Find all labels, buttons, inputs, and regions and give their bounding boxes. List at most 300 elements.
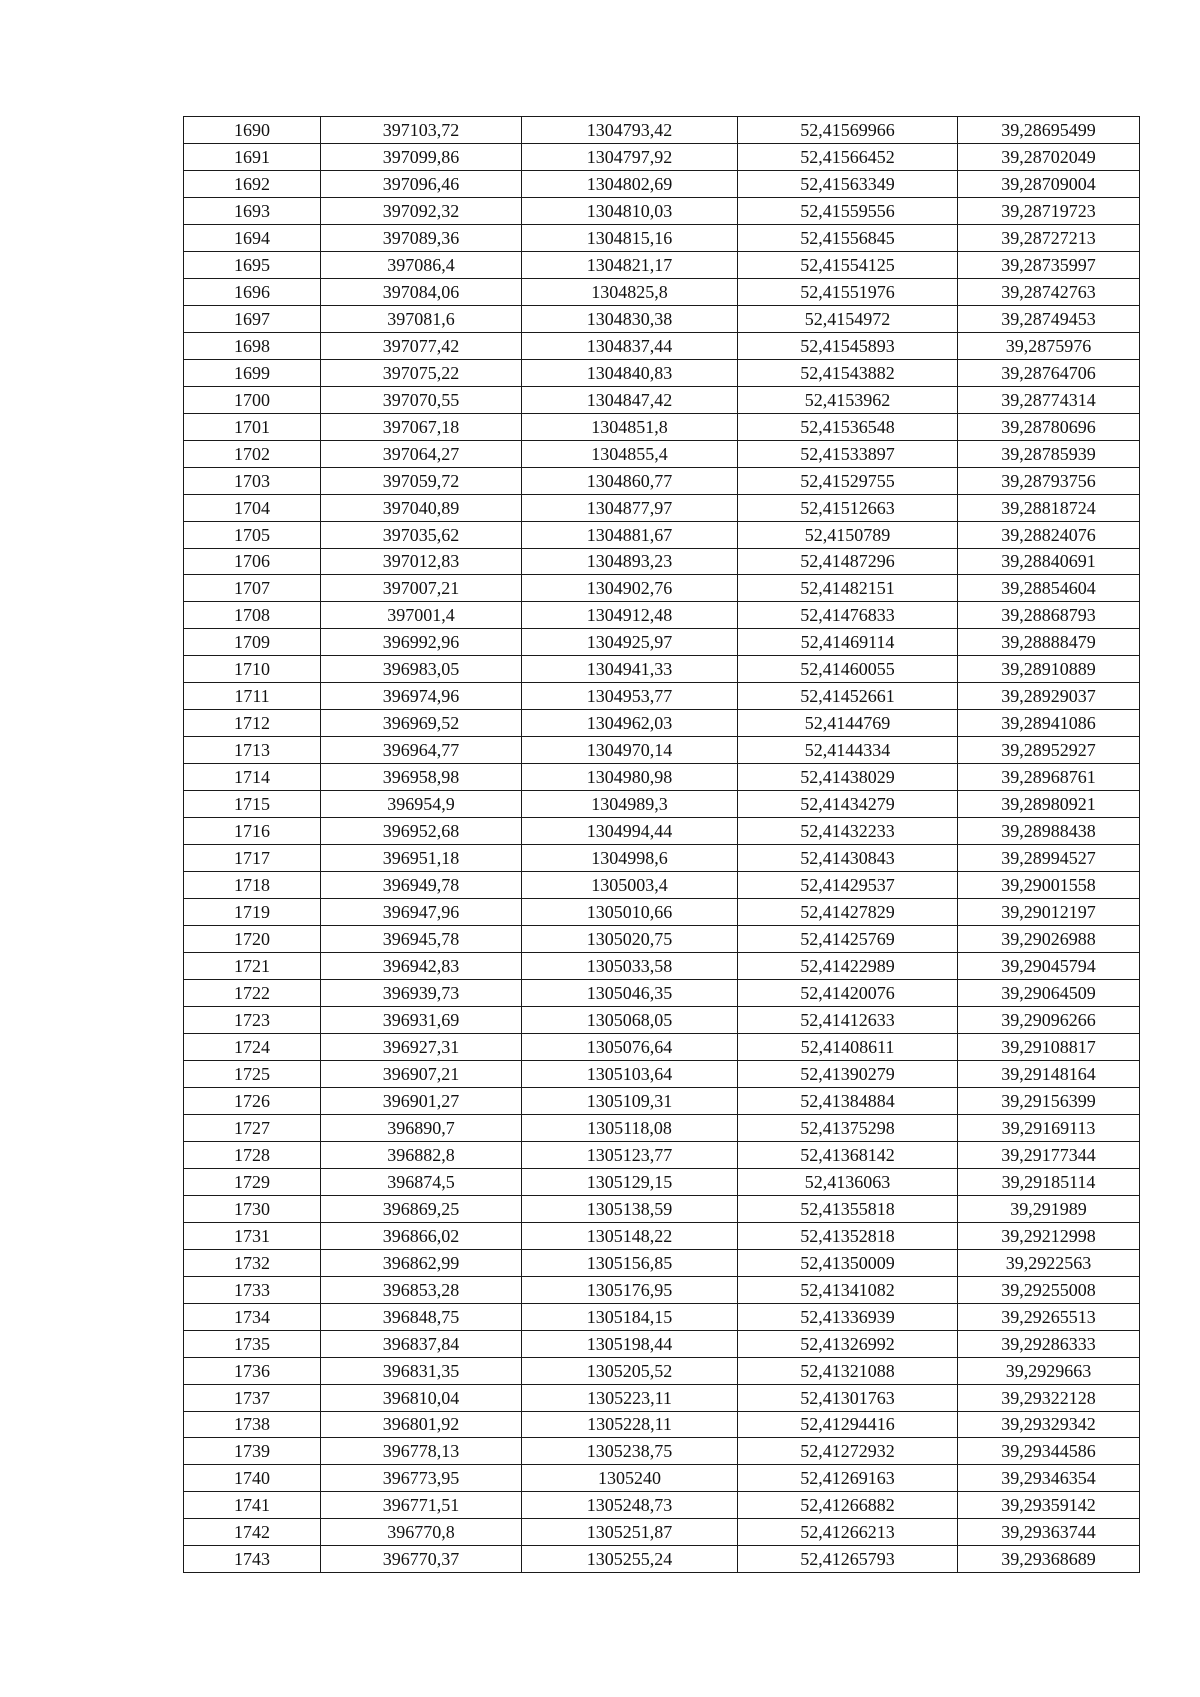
longitude-cell: 39,28702049 xyxy=(958,143,1140,170)
y-coordinate-cell: 1304941,33 xyxy=(522,656,738,683)
table-row xyxy=(184,1060,1140,1087)
y-coordinate-cell: 1304851,8 xyxy=(522,413,738,440)
latitude-cell: 52,41487296 xyxy=(738,548,958,575)
x-coordinate-cell: 397092,32 xyxy=(321,197,522,224)
latitude-cell: 52,41408611 xyxy=(738,1033,958,1060)
longitude-cell: 39,29329342 xyxy=(958,1411,1140,1438)
point-number-cell: 1736 xyxy=(184,1357,321,1384)
latitude-cell: 52,41545893 xyxy=(738,332,958,359)
latitude-cell: 52,41554125 xyxy=(738,251,958,278)
y-coordinate-cell: 1305138,59 xyxy=(522,1195,738,1222)
latitude-cell: 52,41427829 xyxy=(738,899,958,926)
latitude-cell: 52,41432233 xyxy=(738,818,958,845)
latitude-cell: 52,41422989 xyxy=(738,953,958,980)
x-coordinate-cell: 397012,83 xyxy=(321,548,522,575)
table-row xyxy=(184,521,1140,548)
x-coordinate-cell: 397075,22 xyxy=(321,359,522,386)
y-coordinate-cell: 1304912,48 xyxy=(522,602,738,629)
x-coordinate-cell: 397096,46 xyxy=(321,170,522,197)
point-number-cell: 1721 xyxy=(184,953,321,980)
longitude-cell: 39,28854604 xyxy=(958,575,1140,602)
table-row xyxy=(184,1411,1140,1438)
table-row xyxy=(184,683,1140,710)
point-number-cell: 1704 xyxy=(184,494,321,521)
latitude-cell: 52,41326992 xyxy=(738,1330,958,1357)
y-coordinate-cell: 1305123,77 xyxy=(522,1141,738,1168)
y-coordinate-cell: 1305148,22 xyxy=(522,1222,738,1249)
y-coordinate-cell: 1304925,97 xyxy=(522,629,738,656)
x-coordinate-cell: 396949,78 xyxy=(321,872,522,899)
table-row xyxy=(184,1249,1140,1276)
point-number-cell: 1714 xyxy=(184,764,321,791)
y-coordinate-cell: 1304994,44 xyxy=(522,818,738,845)
table-row xyxy=(184,305,1140,332)
x-coordinate-cell: 397086,4 xyxy=(321,251,522,278)
table-row xyxy=(184,251,1140,278)
table-row xyxy=(184,656,1140,683)
point-number-cell: 1728 xyxy=(184,1141,321,1168)
table-row xyxy=(184,710,1140,737)
longitude-cell: 39,29363744 xyxy=(958,1519,1140,1546)
y-coordinate-cell: 1304793,42 xyxy=(522,117,738,144)
x-coordinate-cell: 397099,86 xyxy=(321,143,522,170)
point-number-cell: 1694 xyxy=(184,224,321,251)
point-number-cell: 1718 xyxy=(184,872,321,899)
latitude-cell: 52,41476833 xyxy=(738,602,958,629)
x-coordinate-cell: 396874,5 xyxy=(321,1168,522,1195)
point-number-cell: 1733 xyxy=(184,1276,321,1303)
longitude-cell: 39,29212998 xyxy=(958,1222,1140,1249)
point-number-cell: 1707 xyxy=(184,575,321,602)
x-coordinate-cell: 396801,92 xyxy=(321,1411,522,1438)
point-number-cell: 1715 xyxy=(184,791,321,818)
y-coordinate-cell: 1305255,24 xyxy=(522,1546,738,1573)
latitude-cell: 52,41566452 xyxy=(738,143,958,170)
y-coordinate-cell: 1304840,83 xyxy=(522,359,738,386)
y-coordinate-cell: 1304860,77 xyxy=(522,467,738,494)
latitude-cell: 52,41469114 xyxy=(738,629,958,656)
longitude-cell: 39,28742763 xyxy=(958,278,1140,305)
table-row xyxy=(184,170,1140,197)
table-row xyxy=(184,1465,1140,1492)
table-row xyxy=(184,332,1140,359)
longitude-cell: 39,29255008 xyxy=(958,1276,1140,1303)
longitude-cell: 39,28929037 xyxy=(958,683,1140,710)
longitude-cell: 39,28941086 xyxy=(958,710,1140,737)
y-coordinate-cell: 1304881,67 xyxy=(522,521,738,548)
latitude-cell: 52,41294416 xyxy=(738,1411,958,1438)
y-coordinate-cell: 1304902,76 xyxy=(522,575,738,602)
table-row xyxy=(184,278,1140,305)
y-coordinate-cell: 1304802,69 xyxy=(522,170,738,197)
y-coordinate-cell: 1304830,38 xyxy=(522,305,738,332)
y-coordinate-cell: 1305010,66 xyxy=(522,899,738,926)
latitude-cell: 52,41341082 xyxy=(738,1276,958,1303)
point-number-cell: 1731 xyxy=(184,1222,321,1249)
latitude-cell: 52,4144334 xyxy=(738,737,958,764)
point-number-cell: 1702 xyxy=(184,440,321,467)
y-coordinate-cell: 1304989,3 xyxy=(522,791,738,818)
point-number-cell: 1699 xyxy=(184,359,321,386)
latitude-cell: 52,41266213 xyxy=(738,1519,958,1546)
point-number-cell: 1725 xyxy=(184,1060,321,1087)
table-row xyxy=(184,1033,1140,1060)
latitude-cell: 52,41272932 xyxy=(738,1438,958,1465)
x-coordinate-cell: 397084,06 xyxy=(321,278,522,305)
point-number-cell: 1737 xyxy=(184,1384,321,1411)
latitude-cell: 52,41543882 xyxy=(738,359,958,386)
x-coordinate-cell: 396890,7 xyxy=(321,1114,522,1141)
latitude-cell: 52,41529755 xyxy=(738,467,958,494)
table-row xyxy=(184,1168,1140,1195)
table-row xyxy=(184,1546,1140,1573)
table-row xyxy=(184,872,1140,899)
point-number-cell: 1708 xyxy=(184,602,321,629)
table-row xyxy=(184,413,1140,440)
latitude-cell: 52,4136063 xyxy=(738,1168,958,1195)
table-row xyxy=(184,1330,1140,1357)
x-coordinate-cell: 397035,62 xyxy=(321,521,522,548)
point-number-cell: 1712 xyxy=(184,710,321,737)
x-coordinate-cell: 396983,05 xyxy=(321,656,522,683)
point-number-cell: 1698 xyxy=(184,332,321,359)
x-coordinate-cell: 396773,95 xyxy=(321,1465,522,1492)
y-coordinate-cell: 1304797,92 xyxy=(522,143,738,170)
longitude-cell: 39,29368689 xyxy=(958,1546,1140,1573)
table-row xyxy=(184,1087,1140,1114)
x-coordinate-cell: 396951,18 xyxy=(321,845,522,872)
x-coordinate-cell: 396882,8 xyxy=(321,1141,522,1168)
point-number-cell: 1710 xyxy=(184,656,321,683)
longitude-cell: 39,28840691 xyxy=(958,548,1140,575)
table-row xyxy=(184,440,1140,467)
point-number-cell: 1693 xyxy=(184,197,321,224)
x-coordinate-cell: 396954,9 xyxy=(321,791,522,818)
longitude-cell: 39,29359142 xyxy=(958,1492,1140,1519)
coordinates-table-body xyxy=(184,117,1140,1573)
longitude-cell: 39,29001558 xyxy=(958,872,1140,899)
x-coordinate-cell: 396992,96 xyxy=(321,629,522,656)
point-number-cell: 1692 xyxy=(184,170,321,197)
latitude-cell: 52,41430843 xyxy=(738,845,958,872)
table-row xyxy=(184,224,1140,251)
table-row xyxy=(184,1357,1140,1384)
latitude-cell: 52,4153962 xyxy=(738,386,958,413)
latitude-cell: 52,41569966 xyxy=(738,117,958,144)
table-row xyxy=(184,1195,1140,1222)
y-coordinate-cell: 1305184,15 xyxy=(522,1303,738,1330)
x-coordinate-cell: 397103,72 xyxy=(321,117,522,144)
point-number-cell: 1695 xyxy=(184,251,321,278)
y-coordinate-cell: 1305176,95 xyxy=(522,1276,738,1303)
point-number-cell: 1696 xyxy=(184,278,321,305)
table-row xyxy=(184,467,1140,494)
point-number-cell: 1743 xyxy=(184,1546,321,1573)
table-row xyxy=(184,1438,1140,1465)
y-coordinate-cell: 1304980,98 xyxy=(522,764,738,791)
table-row xyxy=(184,575,1140,602)
table-row xyxy=(184,1384,1140,1411)
y-coordinate-cell: 1304810,03 xyxy=(522,197,738,224)
longitude-cell: 39,28793756 xyxy=(958,467,1140,494)
y-coordinate-cell: 1305198,44 xyxy=(522,1330,738,1357)
y-coordinate-cell: 1305109,31 xyxy=(522,1087,738,1114)
point-number-cell: 1727 xyxy=(184,1114,321,1141)
longitude-cell: 39,29265513 xyxy=(958,1303,1140,1330)
longitude-cell: 39,28774314 xyxy=(958,386,1140,413)
table-row xyxy=(184,818,1140,845)
x-coordinate-cell: 396866,02 xyxy=(321,1222,522,1249)
latitude-cell: 52,4150789 xyxy=(738,521,958,548)
y-coordinate-cell: 1305068,05 xyxy=(522,1006,738,1033)
y-coordinate-cell: 1305251,87 xyxy=(522,1519,738,1546)
y-coordinate-cell: 1305118,08 xyxy=(522,1114,738,1141)
table-row xyxy=(184,602,1140,629)
longitude-cell: 39,29108817 xyxy=(958,1033,1140,1060)
y-coordinate-cell: 1305076,64 xyxy=(522,1033,738,1060)
point-number-cell: 1741 xyxy=(184,1492,321,1519)
point-number-cell: 1720 xyxy=(184,926,321,953)
x-coordinate-cell: 397001,4 xyxy=(321,602,522,629)
x-coordinate-cell: 396964,77 xyxy=(321,737,522,764)
table-row xyxy=(184,1114,1140,1141)
latitude-cell: 52,41536548 xyxy=(738,413,958,440)
table-row xyxy=(184,926,1140,953)
table-row xyxy=(184,1492,1140,1519)
latitude-cell: 52,41265793 xyxy=(738,1546,958,1573)
latitude-cell: 52,41390279 xyxy=(738,1060,958,1087)
y-coordinate-cell: 1304825,8 xyxy=(522,278,738,305)
point-number-cell: 1740 xyxy=(184,1465,321,1492)
latitude-cell: 52,41563349 xyxy=(738,170,958,197)
point-number-cell: 1719 xyxy=(184,899,321,926)
point-number-cell: 1732 xyxy=(184,1249,321,1276)
longitude-cell: 39,28785939 xyxy=(958,440,1140,467)
y-coordinate-cell: 1304998,6 xyxy=(522,845,738,872)
x-coordinate-cell: 396810,04 xyxy=(321,1384,522,1411)
table-row xyxy=(184,845,1140,872)
latitude-cell: 52,41368142 xyxy=(738,1141,958,1168)
table-row xyxy=(184,197,1140,224)
y-coordinate-cell: 1304970,14 xyxy=(522,737,738,764)
latitude-cell: 52,4144769 xyxy=(738,710,958,737)
table-row xyxy=(184,386,1140,413)
y-coordinate-cell: 1305020,75 xyxy=(522,926,738,953)
longitude-cell: 39,28695499 xyxy=(958,117,1140,144)
longitude-cell: 39,28888479 xyxy=(958,629,1140,656)
longitude-cell: 39,28868793 xyxy=(958,602,1140,629)
y-coordinate-cell: 1304821,17 xyxy=(522,251,738,278)
latitude-cell: 52,41556845 xyxy=(738,224,958,251)
longitude-cell: 39,2875976 xyxy=(958,332,1140,359)
y-coordinate-cell: 1305156,85 xyxy=(522,1249,738,1276)
latitude-cell: 52,41384884 xyxy=(738,1087,958,1114)
longitude-cell: 39,29286333 xyxy=(958,1330,1140,1357)
longitude-cell: 39,28952927 xyxy=(958,737,1140,764)
point-number-cell: 1739 xyxy=(184,1438,321,1465)
x-coordinate-cell: 396770,8 xyxy=(321,1519,522,1546)
point-number-cell: 1724 xyxy=(184,1033,321,1060)
table-row xyxy=(184,953,1140,980)
table-row xyxy=(184,1519,1140,1546)
table-row xyxy=(184,1276,1140,1303)
x-coordinate-cell: 396942,83 xyxy=(321,953,522,980)
latitude-cell: 52,41266882 xyxy=(738,1492,958,1519)
point-number-cell: 1700 xyxy=(184,386,321,413)
table-row xyxy=(184,629,1140,656)
longitude-cell: 39,29156399 xyxy=(958,1087,1140,1114)
y-coordinate-cell: 1304815,16 xyxy=(522,224,738,251)
x-coordinate-cell: 396848,75 xyxy=(321,1303,522,1330)
longitude-cell: 39,2929663 xyxy=(958,1357,1140,1384)
longitude-cell: 39,29012197 xyxy=(958,899,1140,926)
longitude-cell: 39,28824076 xyxy=(958,521,1140,548)
longitude-cell: 39,29096266 xyxy=(958,1006,1140,1033)
latitude-cell: 52,41551976 xyxy=(738,278,958,305)
x-coordinate-cell: 396837,84 xyxy=(321,1330,522,1357)
longitude-cell: 39,29045794 xyxy=(958,953,1140,980)
x-coordinate-cell: 396931,69 xyxy=(321,1006,522,1033)
point-number-cell: 1705 xyxy=(184,521,321,548)
longitude-cell: 39,28749453 xyxy=(958,305,1140,332)
x-coordinate-cell: 397070,55 xyxy=(321,386,522,413)
latitude-cell: 52,41460055 xyxy=(738,656,958,683)
point-number-cell: 1735 xyxy=(184,1330,321,1357)
y-coordinate-cell: 1305033,58 xyxy=(522,953,738,980)
point-number-cell: 1742 xyxy=(184,1519,321,1546)
latitude-cell: 52,41321088 xyxy=(738,1357,958,1384)
point-number-cell: 1738 xyxy=(184,1411,321,1438)
y-coordinate-cell: 1305248,73 xyxy=(522,1492,738,1519)
latitude-cell: 52,41482151 xyxy=(738,575,958,602)
longitude-cell: 39,29177344 xyxy=(958,1141,1140,1168)
longitude-cell: 39,29169113 xyxy=(958,1114,1140,1141)
longitude-cell: 39,28764706 xyxy=(958,359,1140,386)
point-number-cell: 1729 xyxy=(184,1168,321,1195)
latitude-cell: 52,41512663 xyxy=(738,494,958,521)
y-coordinate-cell: 1304877,97 xyxy=(522,494,738,521)
x-coordinate-cell: 397064,27 xyxy=(321,440,522,467)
table-row xyxy=(184,143,1140,170)
x-coordinate-cell: 397089,36 xyxy=(321,224,522,251)
point-number-cell: 1691 xyxy=(184,143,321,170)
latitude-cell: 52,41452661 xyxy=(738,683,958,710)
point-number-cell: 1722 xyxy=(184,980,321,1007)
table-row xyxy=(184,359,1140,386)
x-coordinate-cell: 396869,25 xyxy=(321,1195,522,1222)
table-row xyxy=(184,117,1140,144)
y-coordinate-cell: 1304962,03 xyxy=(522,710,738,737)
point-number-cell: 1717 xyxy=(184,845,321,872)
y-coordinate-cell: 1305129,15 xyxy=(522,1168,738,1195)
y-coordinate-cell: 1305223,11 xyxy=(522,1384,738,1411)
table-row xyxy=(184,1006,1140,1033)
x-coordinate-cell: 396974,96 xyxy=(321,683,522,710)
latitude-cell: 52,41336939 xyxy=(738,1303,958,1330)
latitude-cell: 52,41355818 xyxy=(738,1195,958,1222)
latitude-cell: 52,41434279 xyxy=(738,791,958,818)
table-row xyxy=(184,1222,1140,1249)
table-row xyxy=(184,980,1140,1007)
table-row xyxy=(184,1303,1140,1330)
point-number-cell: 1706 xyxy=(184,548,321,575)
longitude-cell: 39,28727213 xyxy=(958,224,1140,251)
longitude-cell: 39,29148164 xyxy=(958,1060,1140,1087)
longitude-cell: 39,28818724 xyxy=(958,494,1140,521)
y-coordinate-cell: 1305238,75 xyxy=(522,1438,738,1465)
point-number-cell: 1711 xyxy=(184,683,321,710)
point-number-cell: 1697 xyxy=(184,305,321,332)
x-coordinate-cell: 396947,96 xyxy=(321,899,522,926)
point-number-cell: 1703 xyxy=(184,467,321,494)
y-coordinate-cell: 1304837,44 xyxy=(522,332,738,359)
latitude-cell: 52,41425769 xyxy=(738,926,958,953)
table-row xyxy=(184,548,1140,575)
longitude-cell: 39,291989 xyxy=(958,1195,1140,1222)
x-coordinate-cell: 397040,89 xyxy=(321,494,522,521)
point-number-cell: 1723 xyxy=(184,1006,321,1033)
longitude-cell: 39,2922563 xyxy=(958,1249,1140,1276)
x-coordinate-cell: 396945,78 xyxy=(321,926,522,953)
latitude-cell: 52,41350009 xyxy=(738,1249,958,1276)
latitude-cell: 52,4154972 xyxy=(738,305,958,332)
x-coordinate-cell: 397081,6 xyxy=(321,305,522,332)
point-number-cell: 1730 xyxy=(184,1195,321,1222)
latitude-cell: 52,41533897 xyxy=(738,440,958,467)
latitude-cell: 52,41438029 xyxy=(738,764,958,791)
point-number-cell: 1726 xyxy=(184,1087,321,1114)
longitude-cell: 39,29344586 xyxy=(958,1438,1140,1465)
latitude-cell: 52,41375298 xyxy=(738,1114,958,1141)
longitude-cell: 39,28988438 xyxy=(958,818,1140,845)
latitude-cell: 52,41559556 xyxy=(738,197,958,224)
coordinates-table xyxy=(183,116,1140,1573)
longitude-cell: 39,28968761 xyxy=(958,764,1140,791)
longitude-cell: 39,28980921 xyxy=(958,791,1140,818)
longitude-cell: 39,28910889 xyxy=(958,656,1140,683)
longitude-cell: 39,29185114 xyxy=(958,1168,1140,1195)
x-coordinate-cell: 396853,28 xyxy=(321,1276,522,1303)
x-coordinate-cell: 396969,52 xyxy=(321,710,522,737)
longitude-cell: 39,28994527 xyxy=(958,845,1140,872)
longitude-cell: 39,28719723 xyxy=(958,197,1140,224)
y-coordinate-cell: 1304893,23 xyxy=(522,548,738,575)
x-coordinate-cell: 396831,35 xyxy=(321,1357,522,1384)
x-coordinate-cell: 396952,68 xyxy=(321,818,522,845)
x-coordinate-cell: 396901,27 xyxy=(321,1087,522,1114)
longitude-cell: 39,29346354 xyxy=(958,1465,1140,1492)
x-coordinate-cell: 396907,21 xyxy=(321,1060,522,1087)
longitude-cell: 39,28735997 xyxy=(958,251,1140,278)
y-coordinate-cell: 1305228,11 xyxy=(522,1411,738,1438)
x-coordinate-cell: 396771,51 xyxy=(321,1492,522,1519)
point-number-cell: 1701 xyxy=(184,413,321,440)
y-coordinate-cell: 1305205,52 xyxy=(522,1357,738,1384)
x-coordinate-cell: 396770,37 xyxy=(321,1546,522,1573)
table-row xyxy=(184,737,1140,764)
y-coordinate-cell: 1304855,4 xyxy=(522,440,738,467)
x-coordinate-cell: 396778,13 xyxy=(321,1438,522,1465)
table-row xyxy=(184,791,1140,818)
point-number-cell: 1709 xyxy=(184,629,321,656)
x-coordinate-cell: 396862,99 xyxy=(321,1249,522,1276)
y-coordinate-cell: 1304953,77 xyxy=(522,683,738,710)
point-number-cell: 1713 xyxy=(184,737,321,764)
latitude-cell: 52,41429537 xyxy=(738,872,958,899)
point-number-cell: 1690 xyxy=(184,117,321,144)
x-coordinate-cell: 397059,72 xyxy=(321,467,522,494)
point-number-cell: 1716 xyxy=(184,818,321,845)
